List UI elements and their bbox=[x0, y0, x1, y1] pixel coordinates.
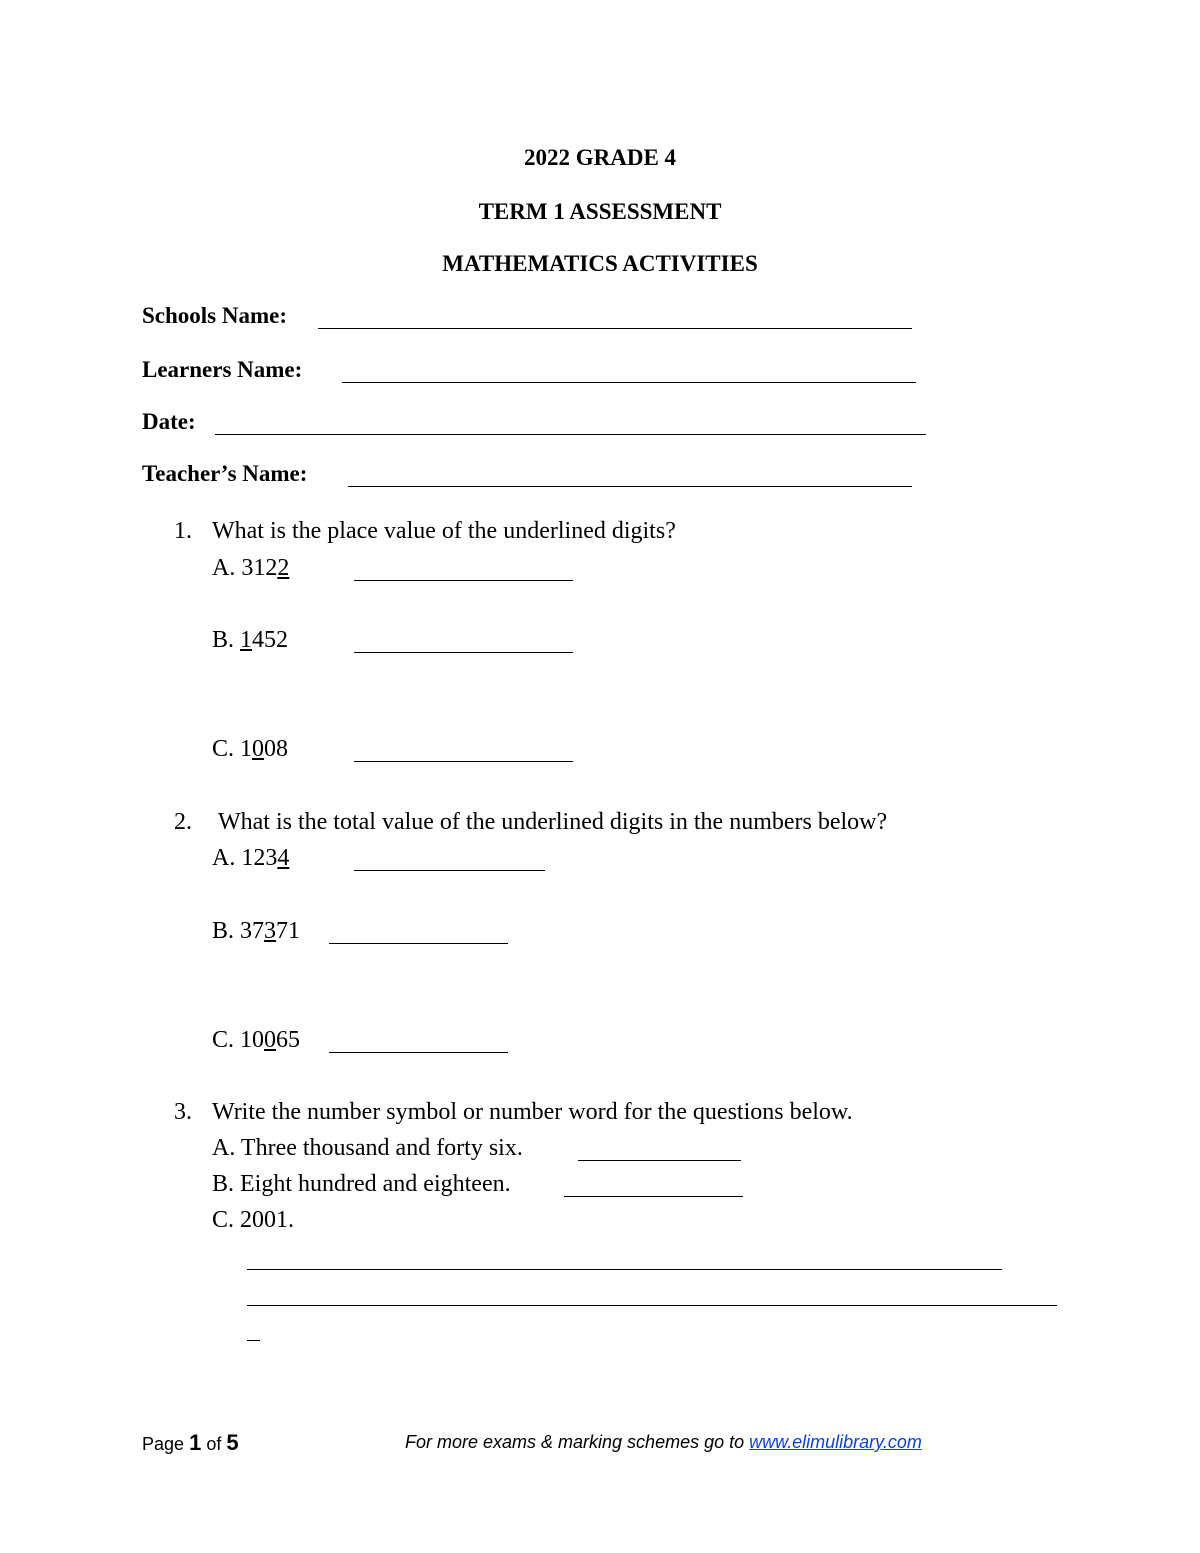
q3-option-c: C. 2001. bbox=[212, 1207, 295, 1233]
q3-option-a: A. Three thousand and forty six. bbox=[212, 1135, 523, 1161]
header-grade: 2022 GRADE 4 bbox=[523, 145, 677, 170]
q3-c-answer-line-3[interactable] bbox=[247, 1340, 260, 1341]
learners-name-label: Learners Name: bbox=[142, 357, 303, 382]
q1-b-answer-line[interactable] bbox=[354, 652, 573, 653]
q3-c-answer-line-1[interactable] bbox=[247, 1269, 1002, 1270]
schools-name-line[interactable] bbox=[318, 328, 912, 329]
q1-number: 1. bbox=[174, 518, 192, 544]
q2-a-answer-line[interactable] bbox=[354, 870, 545, 871]
q2-text: What is the total value of the underlined digits in the numbers below? bbox=[218, 809, 888, 835]
q2-number: 2. bbox=[174, 809, 192, 835]
q3-a-answer-line[interactable] bbox=[578, 1160, 741, 1161]
q2-b-answer-line[interactable] bbox=[329, 943, 508, 944]
page-indicator: Page 1 of 5 bbox=[142, 1430, 239, 1455]
q1-option-c: C. 1008 bbox=[212, 736, 289, 762]
q3-option-b: B. Eight hundred and eighteen. bbox=[212, 1171, 511, 1197]
date-line[interactable] bbox=[215, 434, 926, 435]
elimulibrary-link[interactable]: www.elimulibrary.com bbox=[749, 1432, 922, 1452]
date-label: Date: bbox=[142, 409, 196, 434]
q2-option-a: A. 1234 bbox=[212, 845, 290, 871]
footer-note: For more exams & marking schemes go to www.elimulibrary.com bbox=[405, 1432, 922, 1452]
header-term: TERM 1 ASSESSMENT bbox=[478, 199, 722, 224]
q3-text: Write the number symbol or number word for the questions below. bbox=[212, 1099, 853, 1125]
schools-name-label: Schools Name: bbox=[142, 303, 288, 328]
q1-option-b: B. 1452 bbox=[212, 627, 289, 653]
q2-c-answer-line[interactable] bbox=[329, 1052, 508, 1053]
teachers-name-line[interactable] bbox=[348, 486, 912, 487]
q1-text: What is the place value of the underlined digits? bbox=[212, 518, 676, 544]
header-subject: MATHEMATICS ACTIVITIES bbox=[442, 251, 758, 276]
q2-option-b: B. 37371 bbox=[212, 918, 301, 944]
learners-name-line[interactable] bbox=[342, 382, 916, 383]
q3-c-answer-line-2[interactable] bbox=[247, 1305, 1057, 1306]
q1-option-a: A. 3122 bbox=[212, 555, 290, 581]
q3-b-answer-line[interactable] bbox=[564, 1196, 743, 1197]
q2-option-c: C. 10065 bbox=[212, 1027, 301, 1053]
q3-number: 3. bbox=[174, 1099, 192, 1125]
teachers-name-label: Teacher’s Name: bbox=[142, 461, 308, 486]
q1-c-answer-line[interactable] bbox=[354, 761, 573, 762]
q1-a-answer-line[interactable] bbox=[354, 580, 573, 581]
